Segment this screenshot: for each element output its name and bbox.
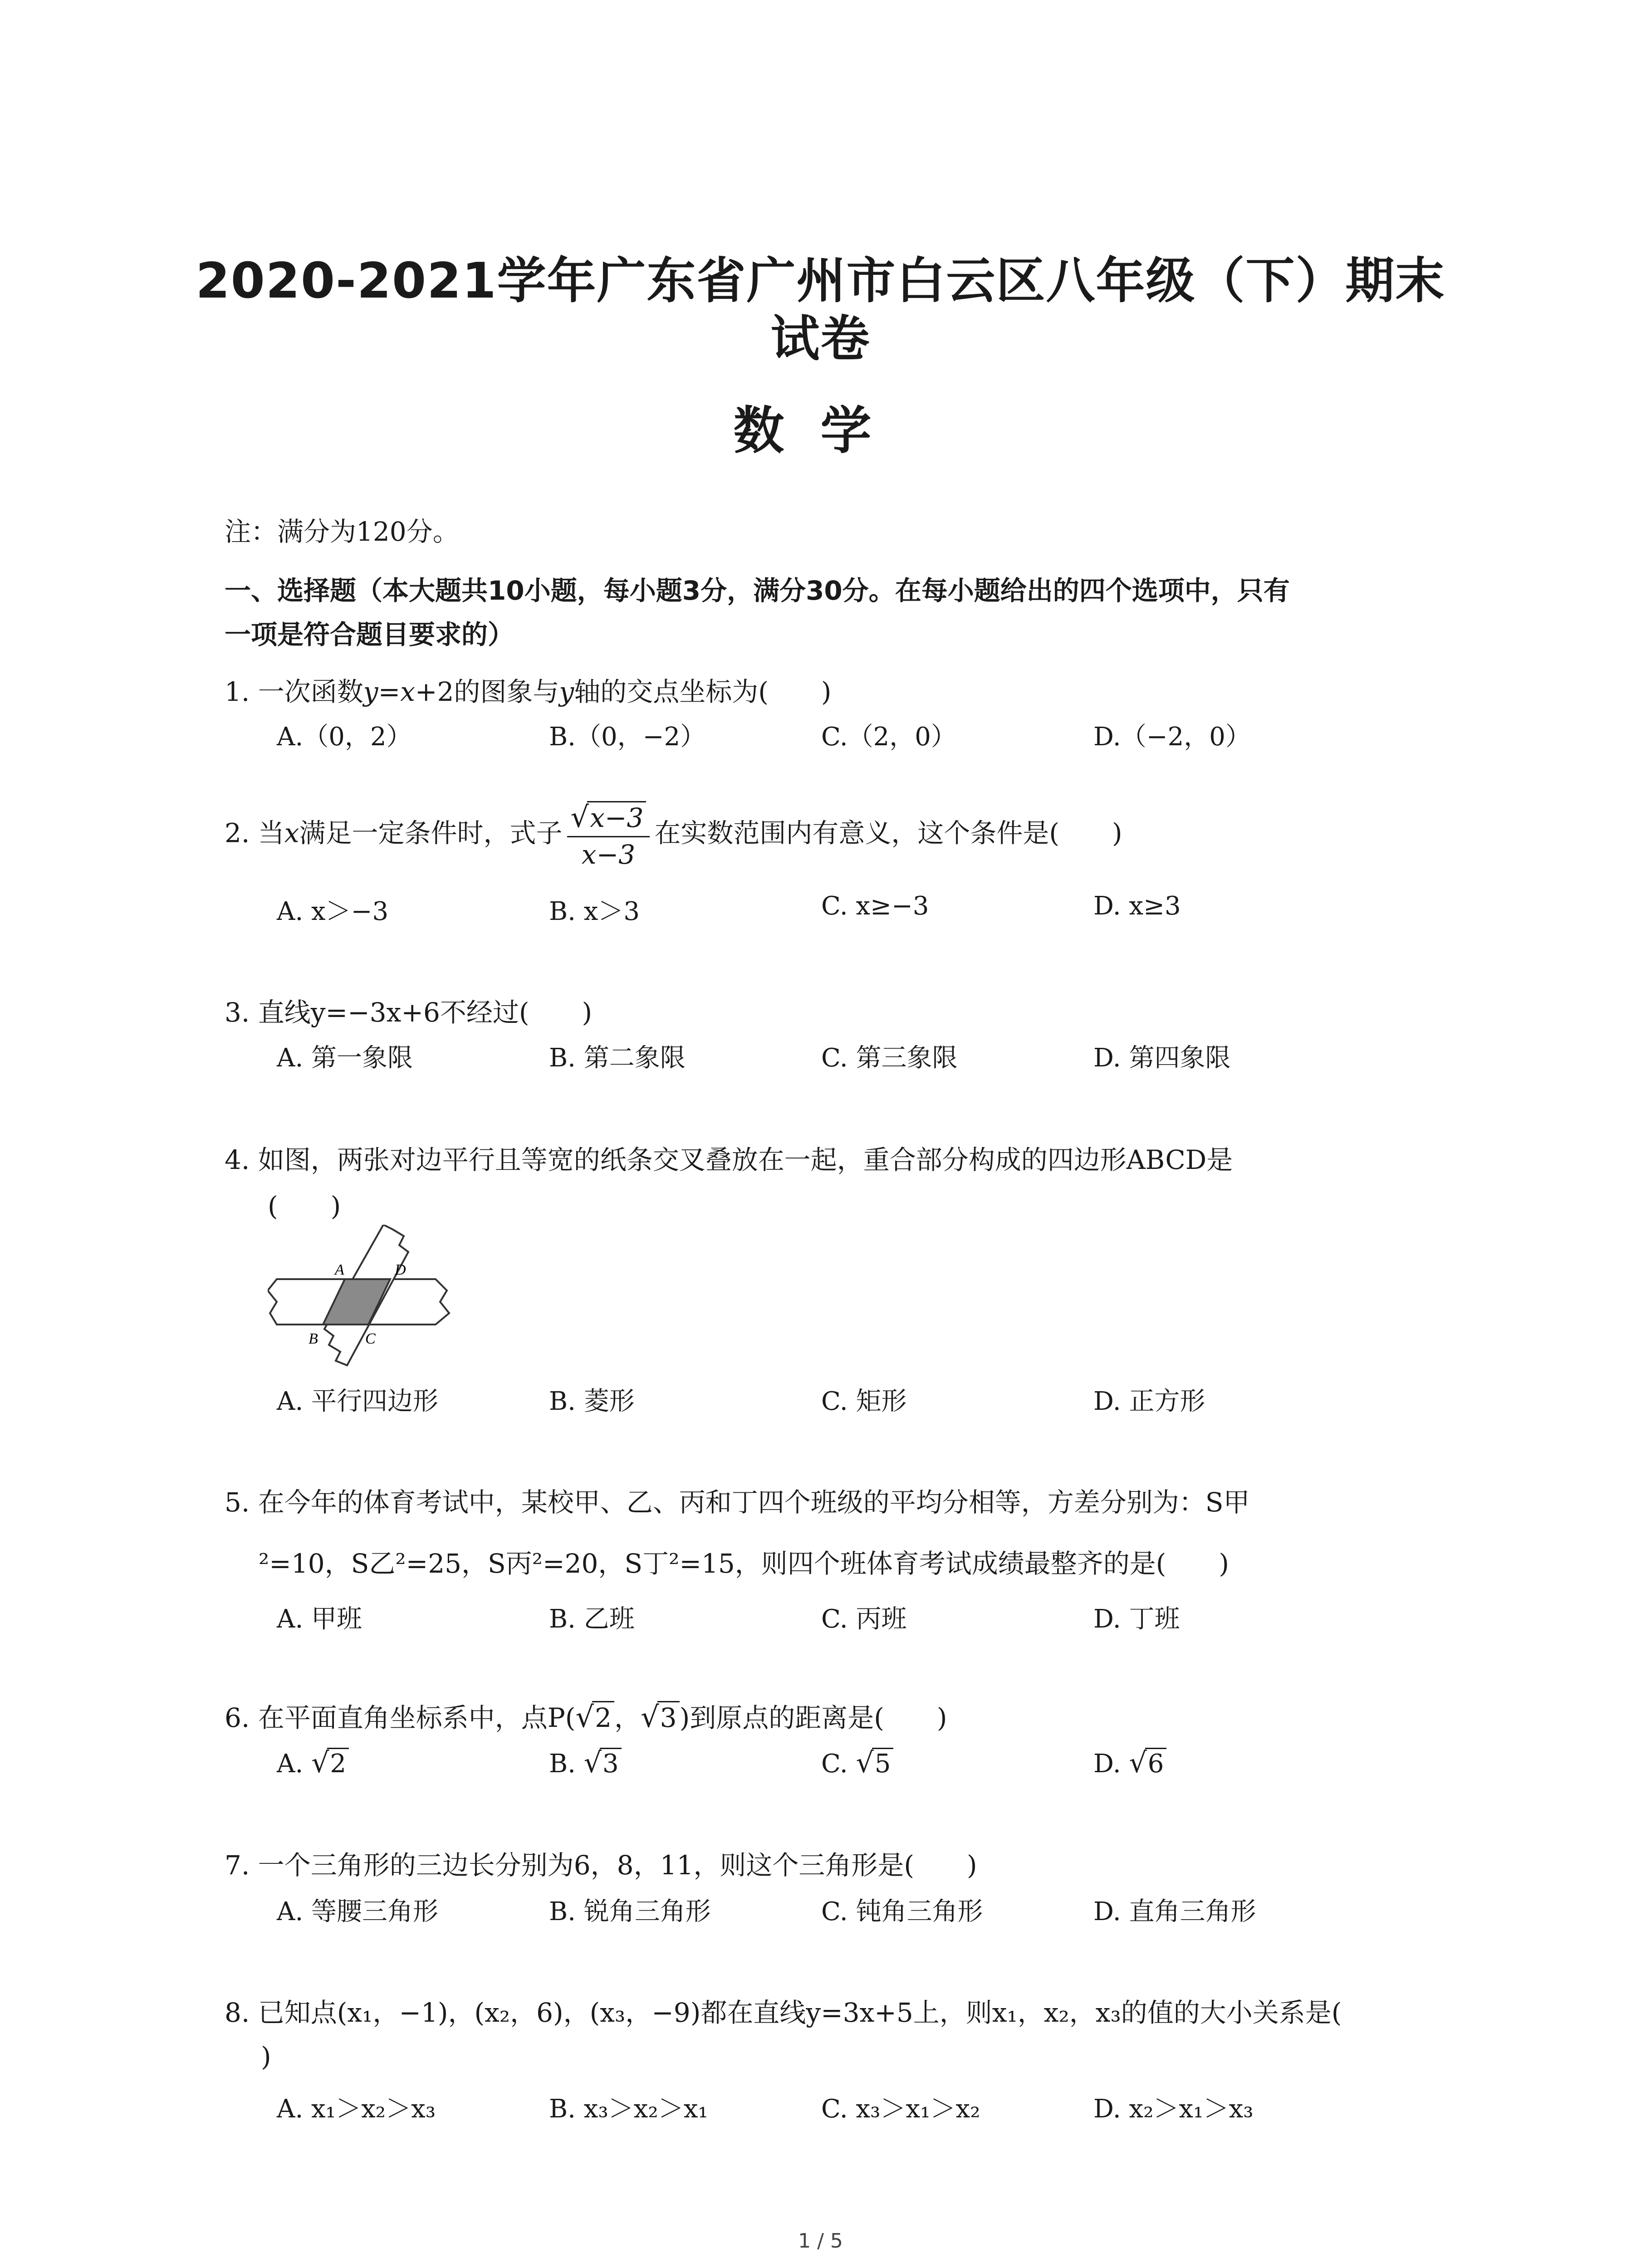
subject-title: 数学 <box>733 401 908 460</box>
q4-option-b[interactable]: B. 菱形 <box>549 1387 635 1416</box>
question-7 <box>225 1844 977 1882</box>
page-title: 2020-2021学年广东省广州市白云区八年级（下）期末 <box>196 253 1445 309</box>
question-5-line2: ²=10，S乙²=25，S丙²=20，S丁²=15，则四个班体育考试成绩最整齐的是( ) <box>259 1548 1230 1579</box>
q7-option-d[interactable]: D. 直角三角形 <box>1093 1897 1256 1926</box>
q7-option-c[interactable]: C. 钝角三角形 <box>821 1897 983 1926</box>
page-title-line2: 试卷 <box>770 311 871 367</box>
q5-option-b[interactable]: B. 乙班 <box>549 1604 635 1634</box>
question-3 <box>225 991 592 1029</box>
question-number: 2. <box>225 817 250 849</box>
q4-option-a[interactable]: A. 平行四边形 <box>277 1387 439 1416</box>
q3-option-b[interactable]: B. 第二象限 <box>549 1043 686 1073</box>
q2-option-a[interactable]: A. x＞−3 <box>277 897 389 926</box>
q4-option-c[interactable]: C. 矩形 <box>821 1387 907 1416</box>
question-number: 3. <box>225 997 250 1028</box>
vertex-label-b: B <box>309 1330 318 1347</box>
q3-option-a[interactable]: A. 第一象限 <box>277 1043 413 1073</box>
question-5 <box>225 1481 1250 1519</box>
question-4-paren: ( ) <box>268 1191 341 1222</box>
q2-option-b[interactable]: B. x＞3 <box>549 897 640 926</box>
q8-option-a[interactable]: A. x₁＞x₂＞x₃ <box>277 2094 436 2124</box>
q7-option-a[interactable]: A. 等腰三角形 <box>277 1897 439 1926</box>
fraction-expression: $\frac{√x-3}{x-3}$ <box>567 801 650 870</box>
q8-option-c[interactable]: C. x₃＞x₁＞x₂ <box>821 2094 980 2124</box>
q4-option-d[interactable]: D. 正方形 <box>1093 1387 1205 1416</box>
question-8-line2: ) <box>261 2041 271 2072</box>
question-number: 4. <box>225 1144 250 1175</box>
q1-option-d[interactable]: D.（−2，0） <box>1093 722 1251 752</box>
question-text: 如图，两张对边平行且等宽的纸条交叉叠放在一起，重合部分构成的四边形ABCD是 <box>258 1144 1233 1175</box>
q2-option-c[interactable]: C. x≥−3 <box>821 891 929 921</box>
q8-option-b[interactable]: B. x₃＞x₂＞x₁ <box>549 2094 708 2124</box>
question-text-line1: 已知点(x₁，−1)，(x₂，6)，(x₃，−9)都在直线y=3x+5上，则x₁，x₂，x₃的值的大小关系是( <box>258 1997 1342 2028</box>
question-1: 1. 一次函数y=x+2的图象与y轴的交点坐标为( ) <box>225 676 832 707</box>
q6-option-c[interactable]: C. √5 <box>821 1746 893 1779</box>
q7-option-b[interactable]: B. 锐角三角形 <box>549 1897 711 1926</box>
section-header-line2: 一项是符合题目要求的） <box>225 619 514 650</box>
question-number: 1. <box>225 676 250 707</box>
q3-option-c[interactable]: C. 第三象限 <box>821 1043 958 1073</box>
q6-option-b[interactable]: B. √3 <box>549 1746 622 1779</box>
question-number: 7. <box>225 1850 250 1881</box>
question-8 <box>225 1991 1342 2029</box>
question-2: 2. 当x满足一定条件时，式子 $\frac{√x-3}{x-3}$ 在实数范围内有意义，这个条件是( ) <box>225 801 1122 870</box>
q1-option-b[interactable]: B.（0，−2） <box>549 722 706 752</box>
question-number: 8. <box>225 1997 250 2028</box>
question-number: 5. <box>225 1487 250 1518</box>
vertex-label-c: C <box>365 1330 376 1347</box>
question-text: 一个三角形的三边长分别为6，8，11，则这个三角形是( ) <box>258 1850 977 1881</box>
q1-option-c[interactable]: C.（2，0） <box>821 722 956 752</box>
q2-option-d[interactable]: D. x≥3 <box>1093 891 1181 921</box>
question-text-line1: 在今年的体育考试中，某校甲、乙、丙和丁四个班级的平均分相等，方差分别为：S甲 <box>258 1487 1250 1518</box>
q6-option-d[interactable]: D. √6 <box>1093 1746 1166 1779</box>
question-number: 6. <box>225 1702 250 1733</box>
q8-option-d[interactable]: D. x₂＞x₁＞x₃ <box>1093 2094 1254 2124</box>
section-header-line1: 一、选择题（本大题共10小题，每小题3分，满分30分。在每小题给出的四个选项中，只有 <box>225 575 1290 606</box>
vertex-label-a: A <box>335 1261 344 1278</box>
question-6: 6. 在平面直角坐标系中，点P(√2 ，√3 )到原点的距离是( ) <box>225 1701 947 1734</box>
q5-option-c[interactable]: C. 丙班 <box>821 1604 907 1634</box>
question-text: 直线y=−3x+6不经过( ) <box>258 997 593 1028</box>
vertex-label-d: D <box>395 1261 406 1278</box>
q3-option-d[interactable]: D. 第四象限 <box>1093 1043 1231 1073</box>
page-number: 1 / 5 <box>798 2229 843 2253</box>
paper-strips-figure <box>268 1225 458 1374</box>
score-note: 注：满分为120分。 <box>225 516 459 547</box>
question-4 <box>225 1139 1233 1177</box>
q5-option-a[interactable]: A. 甲班 <box>277 1604 362 1634</box>
q1-option-a[interactable]: A.（0，2） <box>277 722 412 752</box>
q6-option-a[interactable]: A. √2 <box>277 1746 349 1779</box>
q5-option-d[interactable]: D. 丁班 <box>1093 1604 1180 1634</box>
question-text: 一次函数 <box>258 676 363 707</box>
